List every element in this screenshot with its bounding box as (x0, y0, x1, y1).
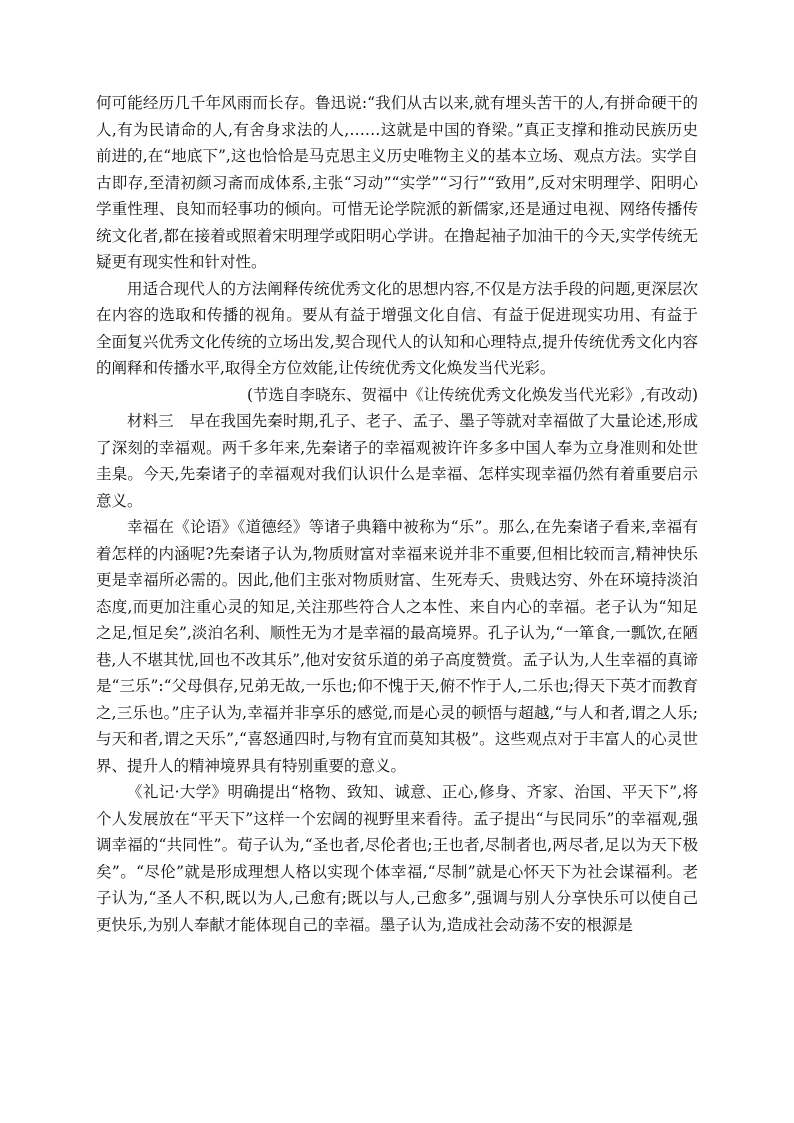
paragraph-interpretation-method: 用适合现代人的方法阐释传统优秀文化的思想内容,不仅是方法手段的问题,更深层次在内容的选取和传播的视角。要从有益于增强文化自信、有益于促进现实功用、有益于全面复兴优秀文化传统的立场出发,契合现代人的认知和心理特点,提升传统优秀文化内容的阐释和传播水平,取得全方位效能,让传统优秀文化焕发当代光彩。 (96, 279, 698, 377)
paragraph-material-three: 材料三 早在我国先秦时期,孔子、老子、孟子、墨子等就对幸福做了大量论述,形成了深刻的幸福观。两千多年来,先秦诸子的幸福观被许许多多中国人奉为立身准则和处世圭臬。今天,先秦诸子的幸福观对我们认识什么是幸福、怎样实现幸福仍然有着重要启示意义。 (96, 412, 698, 510)
paragraph-great-learning: 《礼记·大学》明确提出“格物、致知、诚意、正心,修身、齐家、治国、平天下”,将个人发展放在“平天下”这样一个宏阔的视野里来看待。孟子提出“与民同乐”的幸福观,强调幸福的“共同性”。荀子认为,“圣也者,尽伦者也;王也者,尽制者也,两尽者,足以为天下极矣”。“尽伦”就是形成理想人格以实现个体幸福,“尽制”就是心怀天下为社会谋福利。老子认为,“圣人不积,既以为人,己愈有;既以与人,己愈多”,强调与别人分享快乐可以使自己更快乐,为别人奉献才能体现自己的幸福。墨子认为,造成社会动荡不安的根源是 (96, 783, 698, 934)
source-citation: (节选自李晓东、贺福中《让传统优秀文化焕发当代光彩》,有改动) (246, 385, 698, 404)
body-text (96, 90, 698, 938)
paragraph-continuation: 何可能经历几千年风雨而长存。鲁迅说:“我们从古以来,就有埋头苦干的人,有拼命硬干的人,有为民请命的人,有舍身求法的人,……这就是中国的脊梁。”真正支撑和推动民族历史前进的,在“地底下”,这也恰恰是马克思主义历史唯物主义的基本立场、观点方法。实学自古即存,至清初颜习斋而成体系,主张“习动”“实学”“习行”“致用”,反对宋明理学、阳明心学重性理、良知而轻事功的倾向。可惜无论学院派的新儒家,还是通过电视、网络传播传统文化者,都在接着或照着宋明理学或阳明心学讲。在撸起袖子加油干的今天,实学传统无疑更有现实性和针对性。 (96, 94, 698, 271)
paragraph-happiness-meaning: 幸福在《论语》《道德经》等诸子典籍中被称为“乐”。那么,在先秦诸子看来,幸福有着怎样的内涵呢?先秦诸子认为,物质财富对幸福来说并非不重要,但相比较而言,精神快乐更是幸福所必需的。因此,他们主张对物质财富、生死寿夭、贵贱达穷、外在环境持淡泊态度,而更加注重心灵的知足,关注那些符合人之本性、来自内心的幸福。老子认为“知足之足,恒足矣”,淡泊名利、顺性无为才是幸福的最高境界。孔子认为,“一箪食,一瓢饮,在陋巷,人不堪其忧,回也不改其乐”,他对安贫乐道的弟子高度赞赏。孟子认为,人生幸福的真谛是“三乐”:“父母俱存,兄弟无故,一乐也;仰不愧于天,俯不怍于人,二乐也;得天下英才而教育之,三乐也。”庄子认为,幸福并非享乐的感觉,而是心灵的顿悟与超越,“与人和者,谓之人乐;与天和者,谓之天乐”,“喜怒通四时,与物有宜而莫知其极”。这些观点对于丰富人的心灵世界、提升人的精神境界具有特别重要的意义。 (96, 518, 698, 775)
